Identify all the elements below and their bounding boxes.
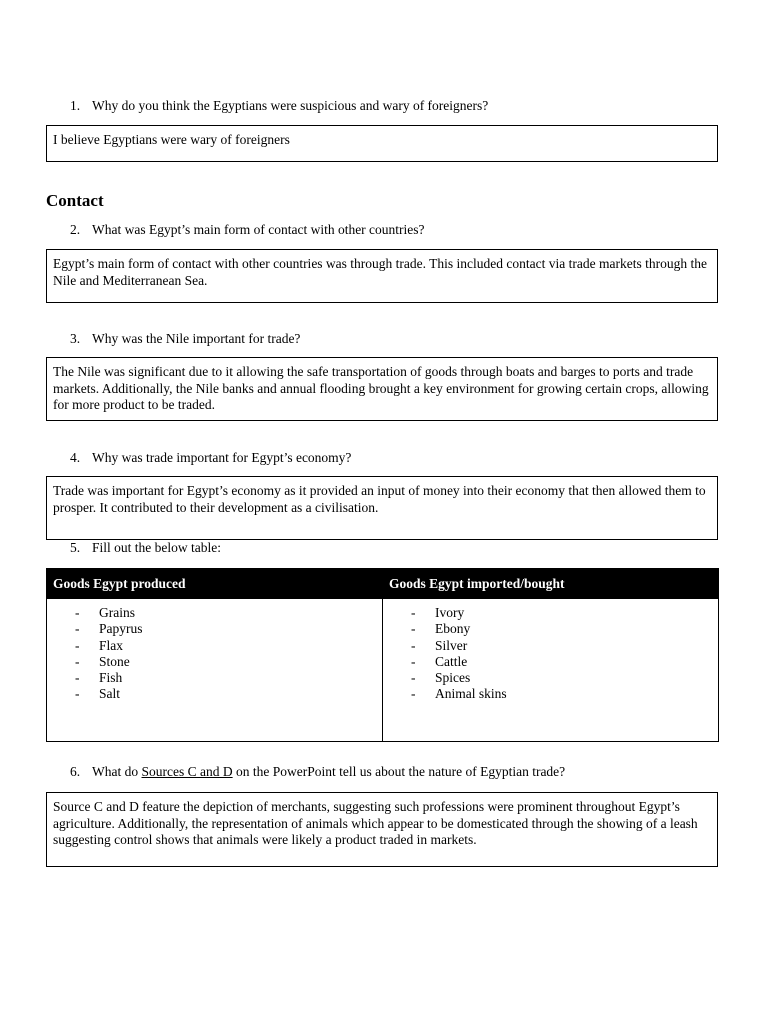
- question-number: 6.: [70, 764, 81, 779]
- answer-text: Source C and D feature the depiction of merchants, suggesting such professions were prominent throughout Egypt’s agriculture. Additionally, the representation of animals which appear to be domesticated through the showing of a leash suggesting control shows that animals were likely a product traded in markets.: [53, 799, 698, 847]
- answer-text: The Nile was significant due to it allowing the safe transportation of goods through boats and barges to ports and trade markets. Additionally, the Nile banks and annual flooding brought a key environment for growing certain crops, allowing for more product to be traded.: [53, 364, 709, 412]
- cell-imported[interactable]: [383, 599, 719, 742]
- question-number: 4.: [70, 450, 81, 465]
- question-3: [70, 331, 300, 347]
- answer-text: Egypt’s main form of contact with other countries was through trade. This included contact via trade markets through the Nile and Mediterranean Sea.: [53, 256, 707, 288]
- list-item: - Papyrus: [75, 621, 143, 637]
- question-number: 1.: [70, 98, 81, 113]
- list-item: - Flax: [75, 637, 124, 653]
- question-text: What do: [92, 764, 142, 779]
- list-item: - Animal skins: [411, 686, 507, 702]
- list-item: - Ivory: [411, 605, 465, 620]
- produced-list: [47, 605, 382, 703]
- question-text: on the PowerPoint tell us about the nature of Egyptian trade?: [232, 764, 566, 779]
- list-item: - Ebony: [411, 621, 471, 637]
- question-text: Why was the Nile important for trade?: [92, 331, 301, 346]
- imported-list: [383, 605, 718, 703]
- question-text: What was Egypt’s main form of contact with other countries?: [92, 222, 425, 237]
- list-item: - Salt: [75, 686, 121, 702]
- sources-link[interactable]: Sources C and D: [141, 764, 233, 779]
- question-number: 5.: [70, 540, 81, 555]
- question-4: [70, 450, 351, 466]
- question-number: 3.: [70, 331, 81, 346]
- question-number: 2.: [70, 222, 81, 237]
- answer-box-4[interactable]: [46, 476, 718, 540]
- cell-produced[interactable]: [47, 599, 383, 742]
- question-text: Why was trade important for Egypt’s economy?: [92, 450, 352, 465]
- answer-text: Trade was important for Egypt’s economy as it provided an input of money into their economy that then allowed them to prosper. It contributed to their development as a civilisation.: [53, 483, 706, 515]
- section-heading-contact: Contact: [46, 191, 104, 210]
- answer-text: I believe Egyptians were wary of foreigners: [53, 132, 290, 147]
- goods-table: [46, 568, 719, 742]
- answer-box-2[interactable]: [46, 249, 718, 303]
- question-text: Why do you think the Egyptians were suspicious and wary of foreigners?: [92, 98, 489, 113]
- question-2: [70, 222, 425, 238]
- answer-box-1[interactable]: [46, 125, 718, 162]
- question-6: [70, 764, 565, 780]
- question-5: [70, 540, 221, 556]
- question-text: Fill out the below table:: [92, 540, 221, 555]
- answer-box-3[interactable]: [46, 357, 718, 421]
- list-item: - Grains: [75, 605, 135, 620]
- list-item: - Stone: [75, 653, 130, 669]
- question-1: [70, 98, 488, 114]
- list-item: - Spices: [411, 670, 471, 686]
- list-item: - Silver: [411, 637, 468, 653]
- list-item: - Cattle: [411, 653, 468, 669]
- answer-box-6[interactable]: [46, 792, 718, 867]
- list-item: - Fish: [75, 670, 123, 686]
- header-imported: Goods Egypt imported/bought: [383, 569, 719, 599]
- header-produced: Goods Egypt produced: [47, 569, 383, 599]
